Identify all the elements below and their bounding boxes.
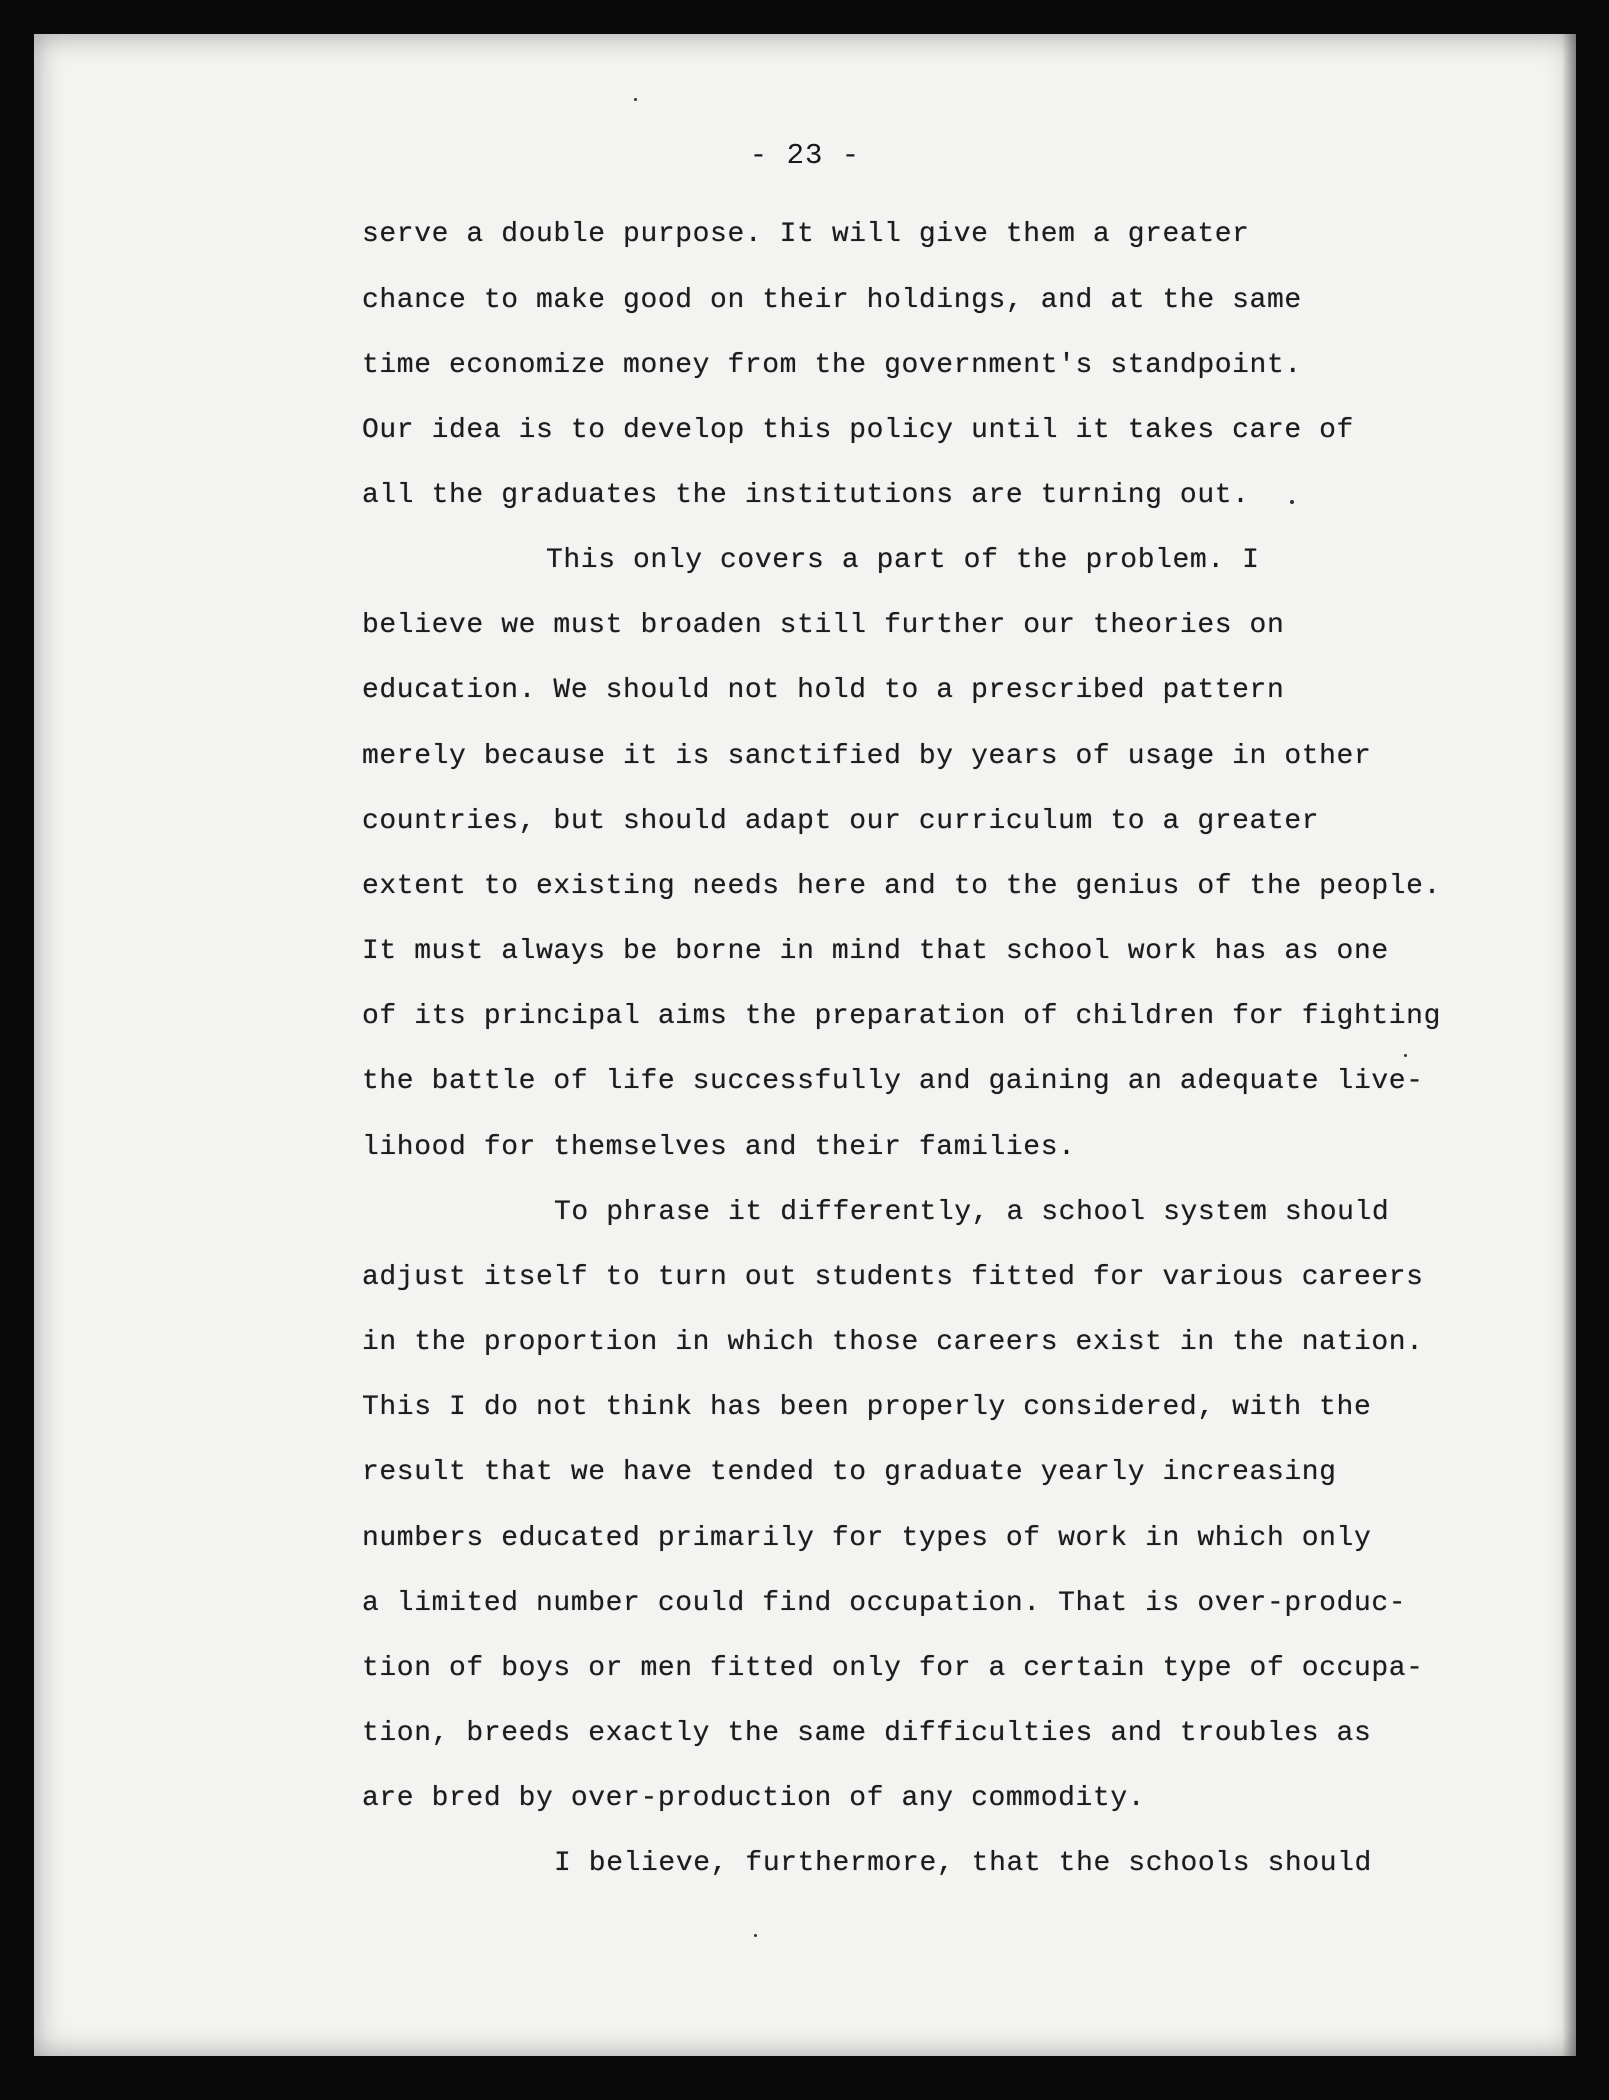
page-edge-shadow (1562, 34, 1576, 2056)
text-line: believe we must broaden still further our theories on (362, 610, 1285, 641)
page-number: - 23 - (749, 139, 861, 172)
text-line: This I do not think has been properly considered, with the (362, 1392, 1372, 1423)
text-line: all the graduates the institutions are turning out. (362, 480, 1250, 511)
text-line: I believe, furthermore, that the schools should (554, 1848, 1372, 1879)
scan-speck (1404, 1054, 1407, 1057)
text-line: adjust itself to turn out students fitted for various careers (362, 1262, 1424, 1293)
scan-speck (754, 1934, 757, 1937)
text-line: Our idea is to develop this policy until it takes care of (362, 415, 1354, 446)
text-line: numbers educated primarily for types of work in which only (362, 1523, 1372, 1554)
text-line: a limited number could find occupation. That is over-produc- (362, 1588, 1407, 1619)
document-page (34, 34, 1576, 2056)
text-line: are bred by over-production of any commodity. (362, 1783, 1146, 1814)
text-line: tion, breeds exactly the same difficulties and troubles as (362, 1718, 1372, 1749)
text-line: time economize money from the government's standpoint. (362, 350, 1302, 381)
text-line: It must always be borne in mind that school work has as one (362, 936, 1389, 967)
text-line: lihood for themselves and their families. (362, 1132, 1076, 1163)
text-line: To phrase it differently, a school system should (554, 1197, 1390, 1228)
text-line: chance to make good on their holdings, and at the same (362, 285, 1302, 316)
text-line: education. We should not hold to a prescribed pattern (362, 675, 1285, 706)
text-line: extent to existing needs here and to the genius of the people. (362, 871, 1441, 902)
text-line: merely because it is sanctified by years of usage in other (362, 741, 1372, 772)
text-line: countries, but should adapt our curriculum to a greater (362, 806, 1320, 837)
text-line: tion of boys or men fitted only for a certain type of occupa- (362, 1653, 1424, 1684)
text-line: of its principal aims the preparation of children for fighting (362, 1001, 1441, 1032)
text-line: This only covers a part of the problem. I (546, 545, 1260, 576)
text-line: in the proportion in which those careers exist in the nation. (362, 1327, 1424, 1358)
text-line: result that we have tended to graduate yearly increasing (362, 1457, 1337, 1488)
scan-speck (1290, 500, 1294, 504)
text-line: serve a double purpose. It will give them a greater (362, 219, 1250, 250)
text-line: the battle of life successfully and gaining an adequate live- (362, 1066, 1424, 1097)
scan-speck (634, 98, 637, 101)
